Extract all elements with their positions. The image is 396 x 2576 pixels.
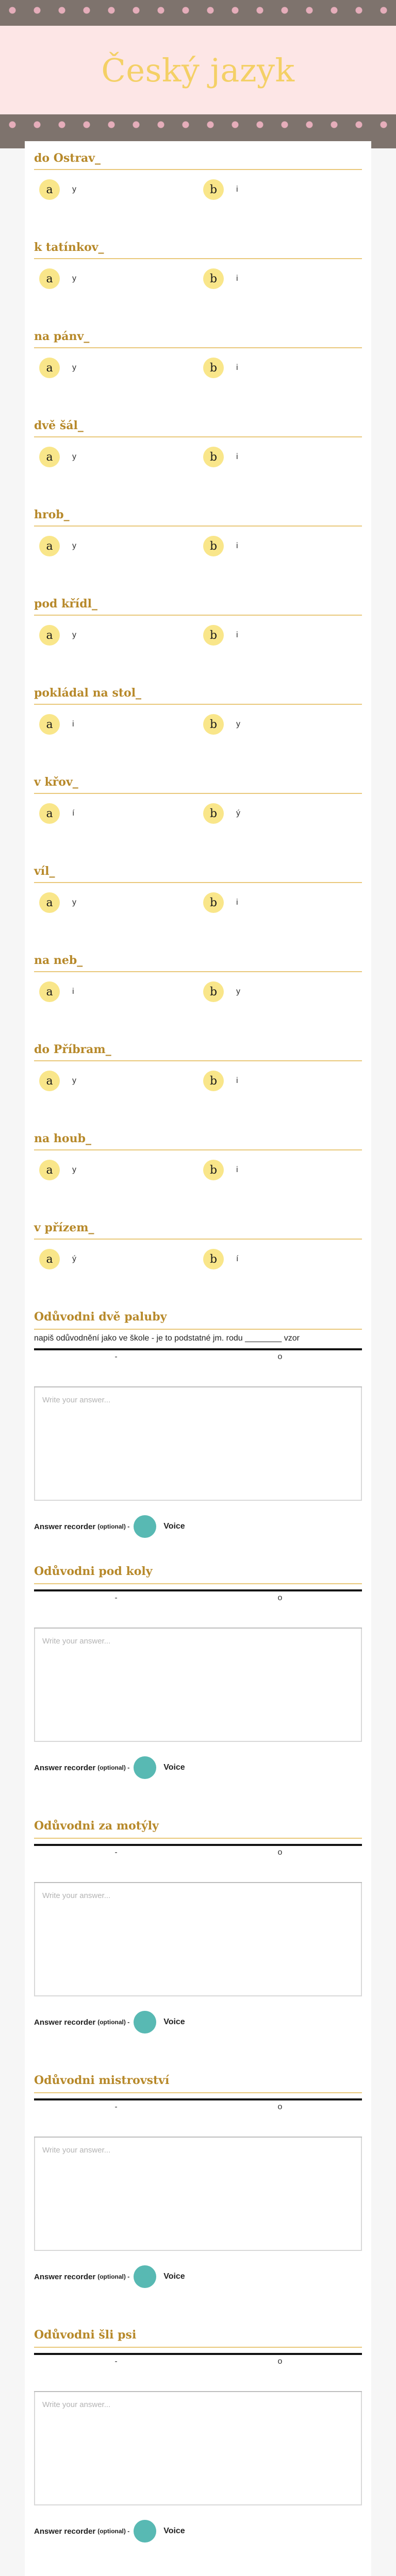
recorder-label: Answer recorder — [34, 2272, 96, 2281]
options — [34, 358, 362, 378]
recorder-optional: (optional) - — [97, 1523, 130, 1530]
record-button[interactable] — [134, 1515, 156, 1538]
options — [34, 803, 362, 824]
answer-recorder — [34, 1515, 362, 1538]
choice-question — [34, 1043, 362, 1132]
question-prompt: hrob_ — [34, 508, 362, 527]
question-prompt — [34, 1565, 362, 1584]
table-col-1: - — [114, 1352, 118, 1361]
question-prompt: v přízem_ — [34, 1221, 362, 1240]
option-a[interactable] — [34, 1160, 198, 1180]
table-col-1: - — [114, 2357, 118, 2366]
voice-label: Voice — [163, 1763, 185, 1772]
option-a-badge[interactable]: a — [39, 536, 60, 556]
option-b[interactable] — [198, 892, 362, 913]
question-prompt: do Ostrav_ — [34, 151, 362, 170]
option-a-badge[interactable]: a — [39, 981, 60, 1002]
question-prompt — [34, 1310, 362, 1330]
choice-question — [34, 419, 362, 508]
option-b-value[interactable]: ý — [236, 809, 240, 818]
answer-recorder — [34, 1756, 362, 1779]
question-prompt: dvě šál_ — [34, 419, 362, 437]
instruction: napiš odůvodnění jako ve škole - je to podstatné jm. rodu ________ vzor — [34, 1334, 300, 1343]
question-prompt: na neb_ — [34, 954, 362, 972]
option-a-value[interactable]: y — [72, 1076, 76, 1085]
option-a-badge[interactable]: a — [39, 625, 60, 646]
option-a-value[interactable]: y — [72, 541, 76, 550]
choice-question — [34, 151, 362, 241]
option-a-badge[interactable]: a — [39, 447, 60, 467]
option-a-value[interactable]: y — [72, 631, 76, 639]
choice-question — [34, 775, 362, 865]
recorder-optional: (optional) - — [97, 1764, 130, 1771]
question-prompt: na pánv_ — [34, 330, 362, 348]
options — [34, 714, 362, 735]
option-b[interactable] — [198, 536, 362, 556]
table-col-1: - — [114, 1848, 118, 1857]
voice-label: Voice — [163, 2272, 185, 2281]
prompt-word: mistrovství — [98, 2074, 170, 2087]
option-a[interactable] — [34, 892, 198, 913]
prompt-prefix: Odůvodni za — [34, 1819, 113, 1833]
option-a-value[interactable]: y — [72, 274, 76, 283]
option-a-value[interactable]: y — [72, 452, 76, 461]
option-b-badge[interactable]: b — [203, 714, 224, 735]
option-a-badge[interactable]: a — [39, 892, 60, 913]
options — [34, 179, 362, 200]
choice-question — [34, 597, 362, 686]
option-b-badge[interactable]: b — [203, 892, 224, 913]
option-b[interactable] — [198, 1160, 362, 1180]
options — [34, 981, 362, 1002]
voice-label: Voice — [163, 1522, 185, 1531]
answer-textarea[interactable]: Write your answer... — [34, 2392, 362, 2505]
answer-textarea[interactable]: Write your answer... — [34, 2138, 362, 2251]
prompt-prefix: Odůvodni dvě — [34, 1310, 121, 1324]
table-col-2: o — [277, 1352, 283, 1361]
recorder-label: Answer recorder — [34, 1763, 96, 1772]
option-a-badge[interactable]: a — [39, 714, 60, 735]
prompt-prefix: Odůvodni pod — [34, 1565, 122, 1578]
option-b[interactable] — [198, 1071, 362, 1091]
option-b[interactable] — [198, 447, 362, 467]
option-b-badge[interactable]: b — [203, 625, 224, 646]
option-a-badge[interactable]: a — [39, 1160, 60, 1180]
option-b-value[interactable]: y — [236, 720, 240, 728]
option-a-value[interactable]: i — [72, 720, 74, 728]
option-a[interactable] — [34, 625, 198, 646]
choice-question — [34, 1132, 362, 1221]
choice-question — [34, 241, 362, 330]
page-title: Český jazyk — [101, 51, 295, 89]
option-a-value[interactable]: ý — [72, 1255, 76, 1263]
question-prompt: do Příbram_ — [34, 1043, 362, 1061]
option-b-badge[interactable]: b — [203, 803, 224, 824]
open-question — [34, 1819, 362, 2074]
prompt-prefix: Odůvodni — [34, 2074, 95, 2087]
choice-question — [34, 330, 362, 419]
options — [34, 536, 362, 556]
question-prompt: pokládal na stol_ — [34, 686, 362, 705]
open-questions — [34, 1310, 362, 2576]
option-a-badge[interactable]: a — [39, 179, 60, 200]
record-button[interactable] — [134, 2011, 156, 2033]
option-a[interactable] — [34, 268, 198, 289]
table-col-2: o — [277, 2357, 283, 2366]
question-prompt — [34, 2328, 362, 2348]
recorder-label: Answer recorder — [34, 2527, 96, 2536]
record-button[interactable] — [134, 2265, 156, 2288]
banner — [0, 0, 396, 148]
answer-recorder — [34, 2265, 362, 2288]
options — [34, 1071, 362, 1091]
prompt-word: paluby — [124, 1310, 167, 1324]
option-a[interactable] — [34, 1071, 198, 1091]
option-b-value[interactable]: i — [236, 541, 238, 550]
option-b-value[interactable]: i — [236, 631, 238, 639]
question-prompt: k tatínkov_ — [34, 241, 362, 259]
record-button[interactable] — [134, 1756, 156, 1779]
record-button[interactable] — [134, 2520, 156, 2543]
open-question — [34, 1310, 362, 1565]
option-a[interactable] — [34, 179, 198, 200]
worksheet-card — [25, 141, 371, 2576]
option-b-badge[interactable]: b — [203, 536, 224, 556]
option-b-badge[interactable]: b — [203, 1160, 224, 1180]
table-col-1: - — [114, 2103, 118, 2111]
option-a-value[interactable]: y — [72, 1165, 76, 1174]
option-b-value[interactable]: i — [236, 185, 238, 194]
option-b-badge[interactable]: b — [203, 981, 224, 1002]
option-a[interactable] — [34, 1249, 198, 1269]
option-a-value[interactable]: i — [72, 987, 74, 996]
option-b-badge[interactable]: b — [203, 1071, 224, 1091]
voice-label: Voice — [163, 2527, 185, 2535]
option-b-value[interactable]: í — [236, 1255, 239, 1263]
option-b-value[interactable]: y — [236, 987, 240, 996]
open-question — [34, 2074, 362, 2328]
open-question — [34, 1565, 362, 1819]
table-col-2: o — [277, 1848, 283, 1857]
option-a-badge[interactable]: a — [39, 358, 60, 378]
option-b[interactable] — [198, 803, 362, 824]
choice-question — [34, 508, 362, 597]
question-prompt: na houb_ — [34, 1132, 362, 1150]
option-b-value[interactable]: i — [236, 274, 238, 283]
recorder-label: Answer recorder — [34, 2018, 96, 2027]
option-a-badge[interactable]: a — [39, 1071, 60, 1091]
title-strip — [0, 26, 396, 114]
hearts-decoration — [0, 3, 396, 18]
choice-question — [34, 686, 362, 775]
recorder-optional: (optional) - — [97, 2273, 130, 2280]
answer-recorder — [34, 2011, 362, 2033]
recorder-label: Answer recorder — [34, 1522, 96, 1531]
option-b-value[interactable]: i — [236, 1165, 238, 1174]
option-a[interactable] — [34, 803, 198, 824]
choice-question — [34, 1221, 362, 1310]
option-b[interactable] — [198, 714, 362, 735]
option-a-value[interactable]: í — [72, 809, 75, 818]
answer-table — [34, 1844, 362, 1883]
option-a-badge[interactable]: a — [39, 803, 60, 824]
options — [34, 1160, 362, 1180]
table-col-2: o — [277, 1594, 283, 1602]
open-question — [34, 2328, 362, 2576]
option-a[interactable] — [34, 981, 198, 1002]
option-b[interactable] — [198, 268, 362, 289]
answer-textarea[interactable]: Write your answer... — [34, 1629, 362, 1742]
answer-recorder — [34, 2520, 362, 2543]
option-b-badge[interactable]: b — [203, 447, 224, 467]
option-a[interactable] — [34, 447, 198, 467]
option-b[interactable] — [198, 1249, 362, 1269]
question-prompt — [34, 2074, 362, 2093]
option-a[interactable] — [34, 536, 198, 556]
table-col-2: o — [277, 2103, 283, 2111]
option-b[interactable] — [198, 981, 362, 1002]
options — [34, 268, 362, 289]
options — [34, 1249, 362, 1269]
option-a-value[interactable]: y — [72, 363, 76, 372]
choice-question — [34, 865, 362, 954]
option-b-value[interactable]: i — [236, 1076, 238, 1085]
prompt-word: psi — [118, 2328, 137, 2342]
options — [34, 447, 362, 467]
answer-table — [34, 1589, 362, 1629]
option-b-value[interactable]: i — [236, 898, 238, 907]
choice-questions — [34, 151, 362, 1310]
option-b[interactable] — [198, 179, 362, 200]
question-prompt: pod křídl_ — [34, 597, 362, 616]
option-b-badge[interactable]: b — [203, 179, 224, 200]
options — [34, 892, 362, 913]
table-col-1: - — [114, 1594, 118, 1602]
options — [34, 625, 362, 646]
option-b[interactable] — [198, 358, 362, 378]
answer-textarea[interactable]: Write your answer... — [34, 1883, 362, 1996]
answer-table — [34, 2353, 362, 2392]
prompt-word: koly — [126, 1565, 153, 1578]
option-a-value[interactable]: y — [72, 898, 76, 907]
question-prompt: v křov_ — [34, 775, 362, 794]
option-b-badge[interactable]: b — [203, 268, 224, 289]
option-b[interactable] — [198, 625, 362, 646]
voice-label: Voice — [163, 2018, 185, 2026]
prompt-word: motýly — [116, 1819, 159, 1833]
option-b-value[interactable]: i — [236, 363, 238, 372]
option-a-badge[interactable]: a — [39, 1249, 60, 1269]
recorder-optional: (optional) - — [97, 2019, 130, 2026]
option-a[interactable] — [34, 714, 198, 735]
answer-textarea[interactable]: Write your answer... — [34, 1387, 362, 1501]
question-prompt — [34, 1819, 362, 1839]
answer-table — [34, 2098, 362, 2138]
option-a-badge[interactable]: a — [39, 268, 60, 289]
choice-question — [34, 954, 362, 1043]
recorder-optional: (optional) - — [97, 2528, 130, 2535]
option-a-value[interactable]: y — [72, 185, 76, 194]
option-b-value[interactable]: i — [236, 452, 238, 461]
question-prompt: víl_ — [34, 865, 362, 883]
option-a[interactable] — [34, 358, 198, 378]
option-b-badge[interactable]: b — [203, 358, 224, 378]
option-b-badge[interactable]: b — [203, 1249, 224, 1269]
answer-table — [34, 1348, 362, 1387]
prompt-prefix: Odůvodni šli — [34, 2328, 114, 2342]
hearts-decoration — [0, 117, 396, 132]
